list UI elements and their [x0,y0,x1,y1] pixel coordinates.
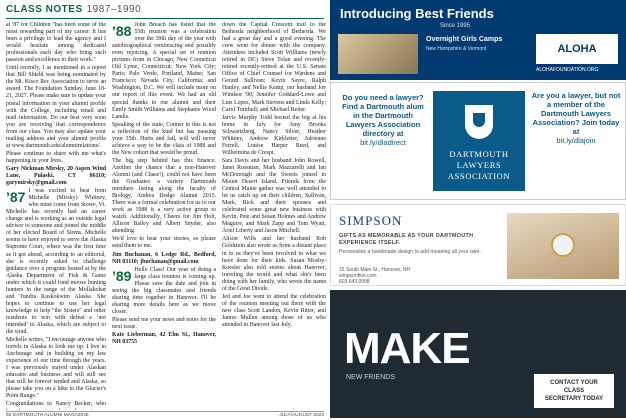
simpson-address [339,267,499,285]
ad-photo [338,34,418,74]
section-name: CLASS NOTES [6,4,83,15]
dla-org-line: DARTMOUTH [449,149,509,159]
gem-icon [551,233,575,257]
paragraph-signoff: Kate Lieberman, 42 Elm St., Hanover, NH 03755 [112,332,216,346]
paragraph: The big step behind has this finance. Another the chance that a non-Hanover Alumni (and Chase!), could not have been the Graduates a variety Dartmouth members listing along the faculty of Biology, Andrea Dodge Alumni 2015. There was a formal celebration for us to our work as 1988 is a very active group to watch. Additionally, Cheers for Jim Holt, Allison Bailey and Albert Snyder, also attending. [112,157,216,235]
header-rule [6,18,324,19]
simpson-tagline: GIFTS AS MEMORABLE AS YOUR DARTMOUTH EXPERIENCE ITSELF. [339,233,474,246]
dla-org-name [437,149,521,182]
paragraph: down the Capital Crescent trail to the Bethesda neighborhood of Bethesda. We had a great day and a good evening. The crew went for dinner with the company. Attendees included Scott Williams (newly retired in DC) Steve Tolan and recently-retired recently-retired at the U.S. Senate Office of Chief Counsel for Wardens and Gerard Sullivan; Kevin Sayre, Ralph Hanley, and Nellie Kemp, our husband Joe Windsor '90; Jennifer Goddard-Lowe and Luis Lopez, Mark Stevens and Linda Kelly; Carol Turnbull; and Michael Reiter. [222,22,326,113]
dla-right-text: Are you a lawyer, but not a member of the Dartmouth Lawyers Association? Join today at [531,91,621,136]
cta-line: CONTACT YOUR [550,380,598,386]
simpson-product-photo [507,213,619,279]
dla-org-line: LAWYERS [456,160,502,170]
simpson-address-line: 15 South Main St., Hanover, NH [339,267,411,273]
dla-left-text: Do you need a lawyer? Find a Dartmouth alum in the Dartmouth Lawyers Association directory at [342,93,424,138]
dla-join [531,91,621,145]
make-headline: MAKE [344,324,470,373]
paragraph: Hello Class! Our year of doing a large class reunion is coming up. Please save the date and join in seeing the big classmates and friends sharing time together in Hanover. I'll be sharing more details here as we move closer. [112,266,216,315]
footer-publication: 66 DARTMOUTH ALUMNI MAGAZINE [6,413,89,418]
paragraph: John Breach has listed that the 55th reunion was a celebration over the 39th day of the year with autobiographical reminiscing and possibly even rejoicing. A special set of reunion pictures from in Chicago, New Conneticut Old Lyme, Connecticut; New York City; Paris; Palo Verde, Portland, Maine; San Francisco; Nevada City, California; and Washington, D.C. We will include more on our report of this event. We had an old special thanks to our alumni and their Emily Smith Williams and Stephanie Wood Landis. [112,22,216,120]
section-years: 1987–1990 [86,4,142,15]
dla-logo-panel [433,91,525,191]
paragraph: Sara Davis and her husband John Rowell, Janet Rossman, Mark Mazzarelli and Ian McDonough and the Sweets joined in Mount Desert Island. Friends from the Central Maine gather was well attended to let us catch up on their children, Sullivan, Mark, Rick and their spouses and celebrated some great new business with Kevin, Pete and Susan Holmes and Andrew Maguire, and Mark Zapp and Tom Wyatt, Ariel Liberty and Jason Mitchell. [222,157,326,235]
paragraph: We'd love to hear your stories, so please send them to me. [112,236,216,250]
ad-dartmouth-lawyers [330,82,626,200]
dla-find-lawyer [339,93,427,147]
simpson-brand: SIMPSON [339,213,403,228]
ad-camp-label: Overnight Girls Camps [426,36,503,43]
ads-column [330,0,626,420]
paragraph: Speaking of the state, Conner in this is not a reflection of the kind but has pausing your 35th. Hurts and fail, will will never achieve a way to be the class of 1988 and the New cohort that would be proud. [112,121,216,156]
paragraph: Please continue to share with me what's happening in your lives. [6,150,106,164]
column-1 [6,22,106,410]
simpson-subtext: Personalize a handmade design to add meaning all your own. [339,249,481,255]
page-footer [6,411,324,419]
paragraph: Until recently, I as mentioned in a report that Bill Shield was being nominated by the Mt. Kisco Rec Association to serve an award. The Foundation Sunday, June 18-21, 2027. Please make sure to update your postal information in your alumni profile with the College, including email and mail information. Do our best very soon you are receiving that correspondence from our class. You may also update your mailing address and your alumni profile at www.dartmouth.edu/alumnirelations/. [6,65,106,149]
ad-headline: Introducing Best Friends [340,6,494,21]
column-3 [222,22,326,410]
dla-org-line: ASSOCIATION [447,171,511,181]
paragraph: Please send me your news and notes for the next issue. [112,316,216,330]
footer-issue-date: JULY/AUGUST 2023 [279,413,324,418]
paragraph: Alison Wills and her husband Rob Goldstein also wrote us from a distant place in to us they've been involved in what we have done for their kids. Susan Mosby-Koesler also told stories about Hanover, traveling the world and what she's been doing with her family, who wrote the name of the Great Divide. [222,236,326,292]
ad-simpson-jewelry [330,204,626,286]
paragraph: Congratulations to Nancy Becker, who [6,401,106,408]
ad-summer-camp[interactable] [330,0,626,80]
cta-line: SECRETARY TODAY [544,396,604,402]
shield-icon [465,105,493,139]
dla-join-link[interactable]: bit.ly/dlajoin [556,136,596,145]
paragraph: Jarvis Murphy Todd hosted the big at his home in July for Amy Brooks Schwartzberg, Nancy Silver, Heather Whitney, Andrew Kirkletter, Adrienne Ferrell, Louise Harper Reed, and Wilhelmina de Crespi. [222,114,326,156]
paragraph-signoff: Gary Nickman Mirsky, 20 Aspen Wind Lane, Pulaski, CT 06110; garymirsky@gmail.com [6,165,106,187]
paragraph-signoff: Jim Buchanan, 6 Ledge Rd., Bedford, NH 03110; jbuchanan@gmail.com [112,251,216,265]
dla-directory-link[interactable]: bit.ly/dladirect [360,138,406,147]
ad-url-link[interactable]: ALOHAFOUNDATION.ORG [536,67,599,73]
make-subheadline: NEW FRIENDS [346,374,395,381]
paragraph: I was excited to hear from Michelle (Mirsky) Whitney, who must come from Stowe, Vt. Michelle has recently had an career change and is working as an outside legal advisor to someone and joined the middle of her elected Board of Sirens. Michelle seems to have enjoyed to serve the Alaska Supreme Court, where was the first time as it got ahead, according to an editorial, she is recently asked to challenge guidance over a program hosted at by the Alaska Department of Fish & Game under which it could fund moose hunting hunters in the range of the Mollakohar and Tundra Kuskokwim Alaska. She hopes to continue to use her legal knowledge to help "the Sisters" and other residents to win with defeat a ‘not intended’ to Alaska, which are subject to the wind. [6,188,106,336]
simpson-phone: 603.643.0008 [339,279,370,285]
column-2 [112,22,216,410]
ad-since: Since 1995 [440,23,471,29]
paragraph: Michelle writes, "I encourage anyone who travels in Alaska to look me up. I live in Anchorage and in building on my law experience of our time through the years. I was previously stayed under Alaskan educator and business and will still see that will be forever tended and Alaska, so please take you on a hike to the Glacier's Point Range." [6,337,106,400]
section-title [6,4,141,15]
simpson-website-link[interactable]: simpsonfine.com [339,273,377,279]
paragraph: at '87 for Children "has been some of the most rewarding part of my career. It has been a privilege to lead the agency and I would hesitate among dedicated professionals each day who bring such passion and excellence to their work." [6,22,106,64]
ad-camp-sub: New Hampshire & Vermont [426,46,487,52]
class-year-marker: ’87 [6,189,26,206]
cta-line: CLASS [563,388,585,394]
class-year-marker: ’88 [112,23,132,39]
ad-make-new-friends [330,290,626,418]
ad-logo: ALOHA [536,34,618,64]
paragraph: Jed and Joe went to attend the celebration of the reunion meeting out there with the new class Scott Landon, Kevin Ritter, and James Mullen among those of us who attended in Hanover last July. [222,293,326,328]
contact-secretary-button[interactable] [534,374,614,408]
class-year-marker: ’89 [112,267,132,284]
